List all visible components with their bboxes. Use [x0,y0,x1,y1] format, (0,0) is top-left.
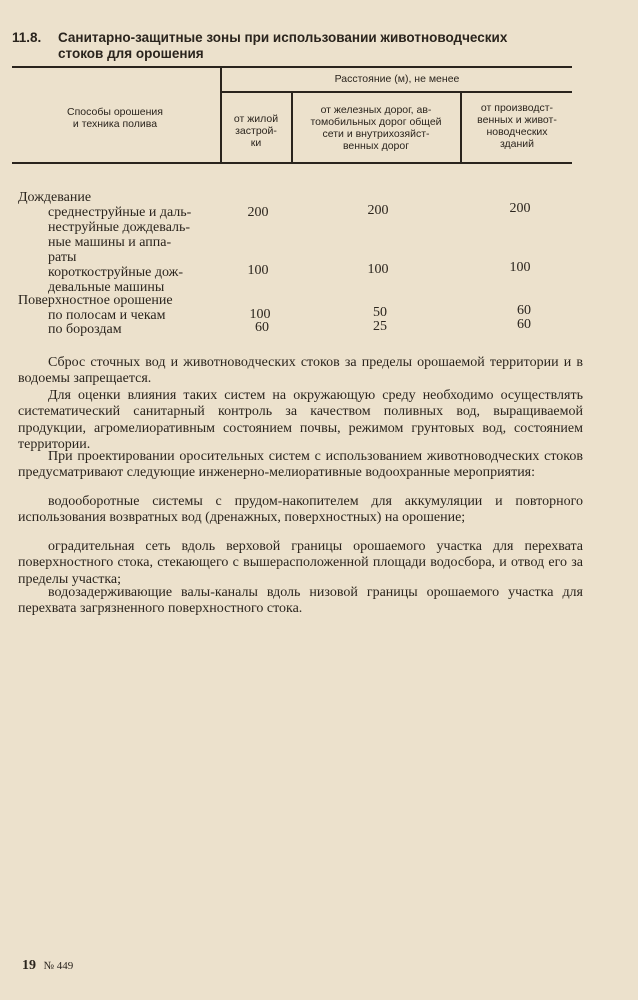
header-buildings: от производст- венных и живот- новодческих зданий [477,102,557,150]
header-distance-group: Расстояние (м), не менее [334,73,460,85]
paragraph-1 [18,355,583,388]
row-label: девальные машины [48,280,165,295]
table-title [12,30,572,62]
value-residential: 200 [247,205,269,220]
order-number: № 449 [43,960,74,972]
value-buildings: 100 [509,260,531,275]
row-label: короткоструйные дож- [48,265,183,280]
row-label: раты [48,250,77,265]
value-buildings: 60 [517,303,531,318]
value-buildings: 60 [517,317,531,332]
row-label: среднеструйные и даль- [48,205,192,220]
table-title-line-2: стоков для орошения [58,46,204,61]
header-residential: от жилой застрой- ки [233,113,279,149]
row-label: Поверхностное орошение [18,293,173,308]
row-label: неструйные дождеваль- [48,220,191,235]
value-residential: 100 [249,307,271,322]
header-group-rule [220,91,572,93]
header-bottom-rule [12,162,572,164]
row-label: Дождевание [18,190,92,205]
paragraph-text: водооборотные системы с прудом-накопителем для аккумуляции и повторного использования возвратных вод (дренажных, поверхностных) на орошение; [18,494,583,526]
value-roads: 50 [373,305,387,320]
paragraph-text: водозадерживающие валы-каналы вдоль низовой границы орошаемого участка для перехвата загрязненного поверхностного стока. [18,585,583,617]
table-number: 11.8. [12,30,42,45]
paragraph-6 [18,585,583,618]
value-roads: 100 [367,262,389,277]
table-title-line-1: Санитарно-защитные зоны при использовании животноводческих [58,30,508,45]
paragraph-text: оградительная сеть вдоль верховой границы орошаемого участка для перехвата поверхностного стока, стекающего с вышерасположенной площади водосбора, и отвод его за пределы участка; [18,539,583,587]
row-label: по бороздам [48,322,122,337]
paragraph-5 [18,539,583,588]
paragraph-3 [18,449,583,482]
value-residential: 100 [247,263,269,278]
value-buildings: 200 [509,201,531,216]
page-number: 19 [22,958,36,973]
value-roads: 25 [373,319,387,334]
paragraph-4 [18,494,583,527]
paragraph-text: Для оценки влияния таких систем на окружающую среду необходимо осуществлять систематический санитарный контроль за качеством поливных вод, выращиваемой продукции, агромелиоративным состоянием почвы, режимом грунтовых вод, состоянием территории. [18,388,583,452]
paragraph-2 [18,388,583,453]
table-top-rule [12,66,572,68]
value-roads: 200 [367,203,389,218]
row-label: по полосам и чекам [48,308,166,323]
header-method: Способы орошения и техника полива [67,106,163,130]
paragraph-text: При проектировании оросительных систем с использованием животноводческих стоков предусматривают следующие инженерно-мелиоративные водоохранные мероприятия: [18,449,583,481]
value-residential: 60 [255,320,269,335]
page-footer [22,958,73,974]
paragraph-text: Сброс сточных вод и животноводческих стоков за пределы орошаемой территории и в водоемы запрещается. [18,355,583,387]
row-label: ные машины и аппа- [48,235,172,250]
header-roads: от железных дорог, ав- томобильных дорог общей сети и внутрихозяйст- венных дорог [310,104,442,152]
